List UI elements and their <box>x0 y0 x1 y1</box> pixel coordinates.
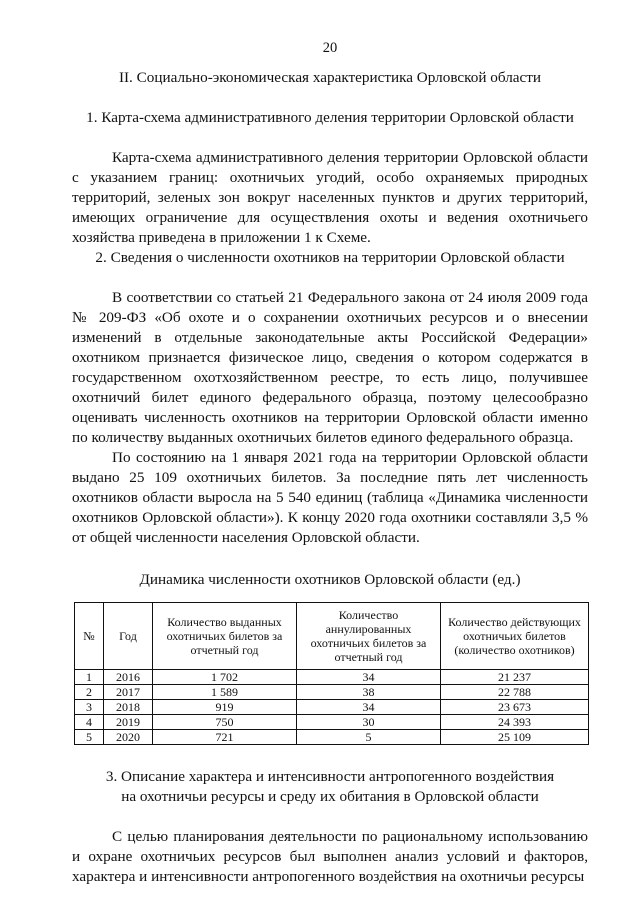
cell-cancelled: 34 <box>297 670 441 685</box>
header-active: Количество действующих охотничьих билетов (количество охотников) <box>441 603 589 670</box>
header-cancelled: Количество аннулированных охотничьих билетов за отчетный год <box>297 603 441 670</box>
subsection-3-title-line-1: 3. Описание характера и интенсивности антропогенного воздействия <box>105 768 555 785</box>
subsection-1-paragraph: Карта-схема административного деления территории Орловской области с указанием границ: охотничьих угодий, особо охраняемых природных территорий, зеленых зон вокруг населенных пунктов и других территорий, имеющих ограничение для осуществления охоты и ведения охотничьего хозяйства приведена в приложении 1 к Схеме. <box>72 149 588 246</box>
cell-issued: 1 589 <box>153 685 297 700</box>
cell-year: 2020 <box>104 730 153 745</box>
table-row <box>75 685 589 700</box>
cell-year: 2016 <box>104 670 153 685</box>
cell-num: 1 <box>75 670 104 685</box>
table-row <box>75 700 589 715</box>
subsection-2-title: 2. Сведения о численности охотников на территории Орловской области <box>95 249 565 266</box>
cell-issued: 919 <box>153 700 297 715</box>
subsection-2-paragraph-2: По состоянию на 1 января 2021 года на территории Орловской области выдано 25 109 охотничьих билетов. За последние пять лет численность охотников области выросла на 5 540 единиц (таблица «Динамика численности охотников Орловской области»). К концу 2020 года охотники составляли 3,5 % от общей численности населения Орловской области. <box>72 449 588 546</box>
cell-active: 23 673 <box>441 700 589 715</box>
cell-num: 2 <box>75 685 104 700</box>
header-issued: Количество выданных охотничьих билетов за отчетный год <box>153 603 297 670</box>
cell-year: 2019 <box>104 715 153 730</box>
cell-year: 2017 <box>104 685 153 700</box>
hunters-dynamics-table <box>74 602 589 745</box>
cell-active: 22 788 <box>441 685 589 700</box>
header-num: № <box>75 603 104 670</box>
cell-cancelled: 38 <box>297 685 441 700</box>
page-number: 20 <box>322 40 338 56</box>
cell-active: 24 393 <box>441 715 589 730</box>
subsection-3-paragraph: С целью планирования деятельности по рациональному использованию и охране охотничьих ресурсов был выполнен анализ условий и факторов, характера и интенсивности антропогенного воздействия на охотничьи ресурсы <box>72 828 588 885</box>
cell-num: 3 <box>75 700 104 715</box>
table-row <box>75 670 589 685</box>
cell-cancelled: 34 <box>297 700 441 715</box>
cell-active: 21 237 <box>441 670 589 685</box>
subsection-1-title: 1. Карта-схема административного деления территории Орловской области <box>86 109 574 126</box>
header-year: Год <box>104 603 153 670</box>
cell-year: 2018 <box>104 700 153 715</box>
cell-issued: 721 <box>153 730 297 745</box>
section-title: II. Социально-экономическая характеристика Орловской области <box>118 69 542 86</box>
cell-num: 5 <box>75 730 104 745</box>
cell-issued: 1 702 <box>153 670 297 685</box>
table-title: Динамика численности охотников Орловской области (ед.) <box>139 571 521 588</box>
cell-issued: 750 <box>153 715 297 730</box>
table-row <box>75 730 589 745</box>
cell-cancelled: 5 <box>297 730 441 745</box>
subsection-3-title-line-2: на охотничьи ресурсы и среду их обитания в Орловской области <box>121 788 539 805</box>
cell-cancelled: 30 <box>297 715 441 730</box>
table-row <box>75 715 589 730</box>
cell-active: 25 109 <box>441 730 589 745</box>
cell-num: 4 <box>75 715 104 730</box>
subsection-2-paragraph-1: В соответствии со статьей 21 Федерального закона от 24 июля 2009 года № 209-ФЗ «Об охоте и о сохранении охотничьих ресурсов и о внесении изменений в отдельные законодательные акты Российской Федерации» охотником признается физическое лицо, сведения о котором содержатся в государственном охотхозяйственном реестре, то есть лицо, получившее охотничий билет единого федерального образца, поэтому целесообразно оценивать численность охотников на территории Орловской области именно по количеству выданных охотничьих билетов единого федерального образца. <box>72 289 588 446</box>
table-header-row <box>75 603 589 670</box>
